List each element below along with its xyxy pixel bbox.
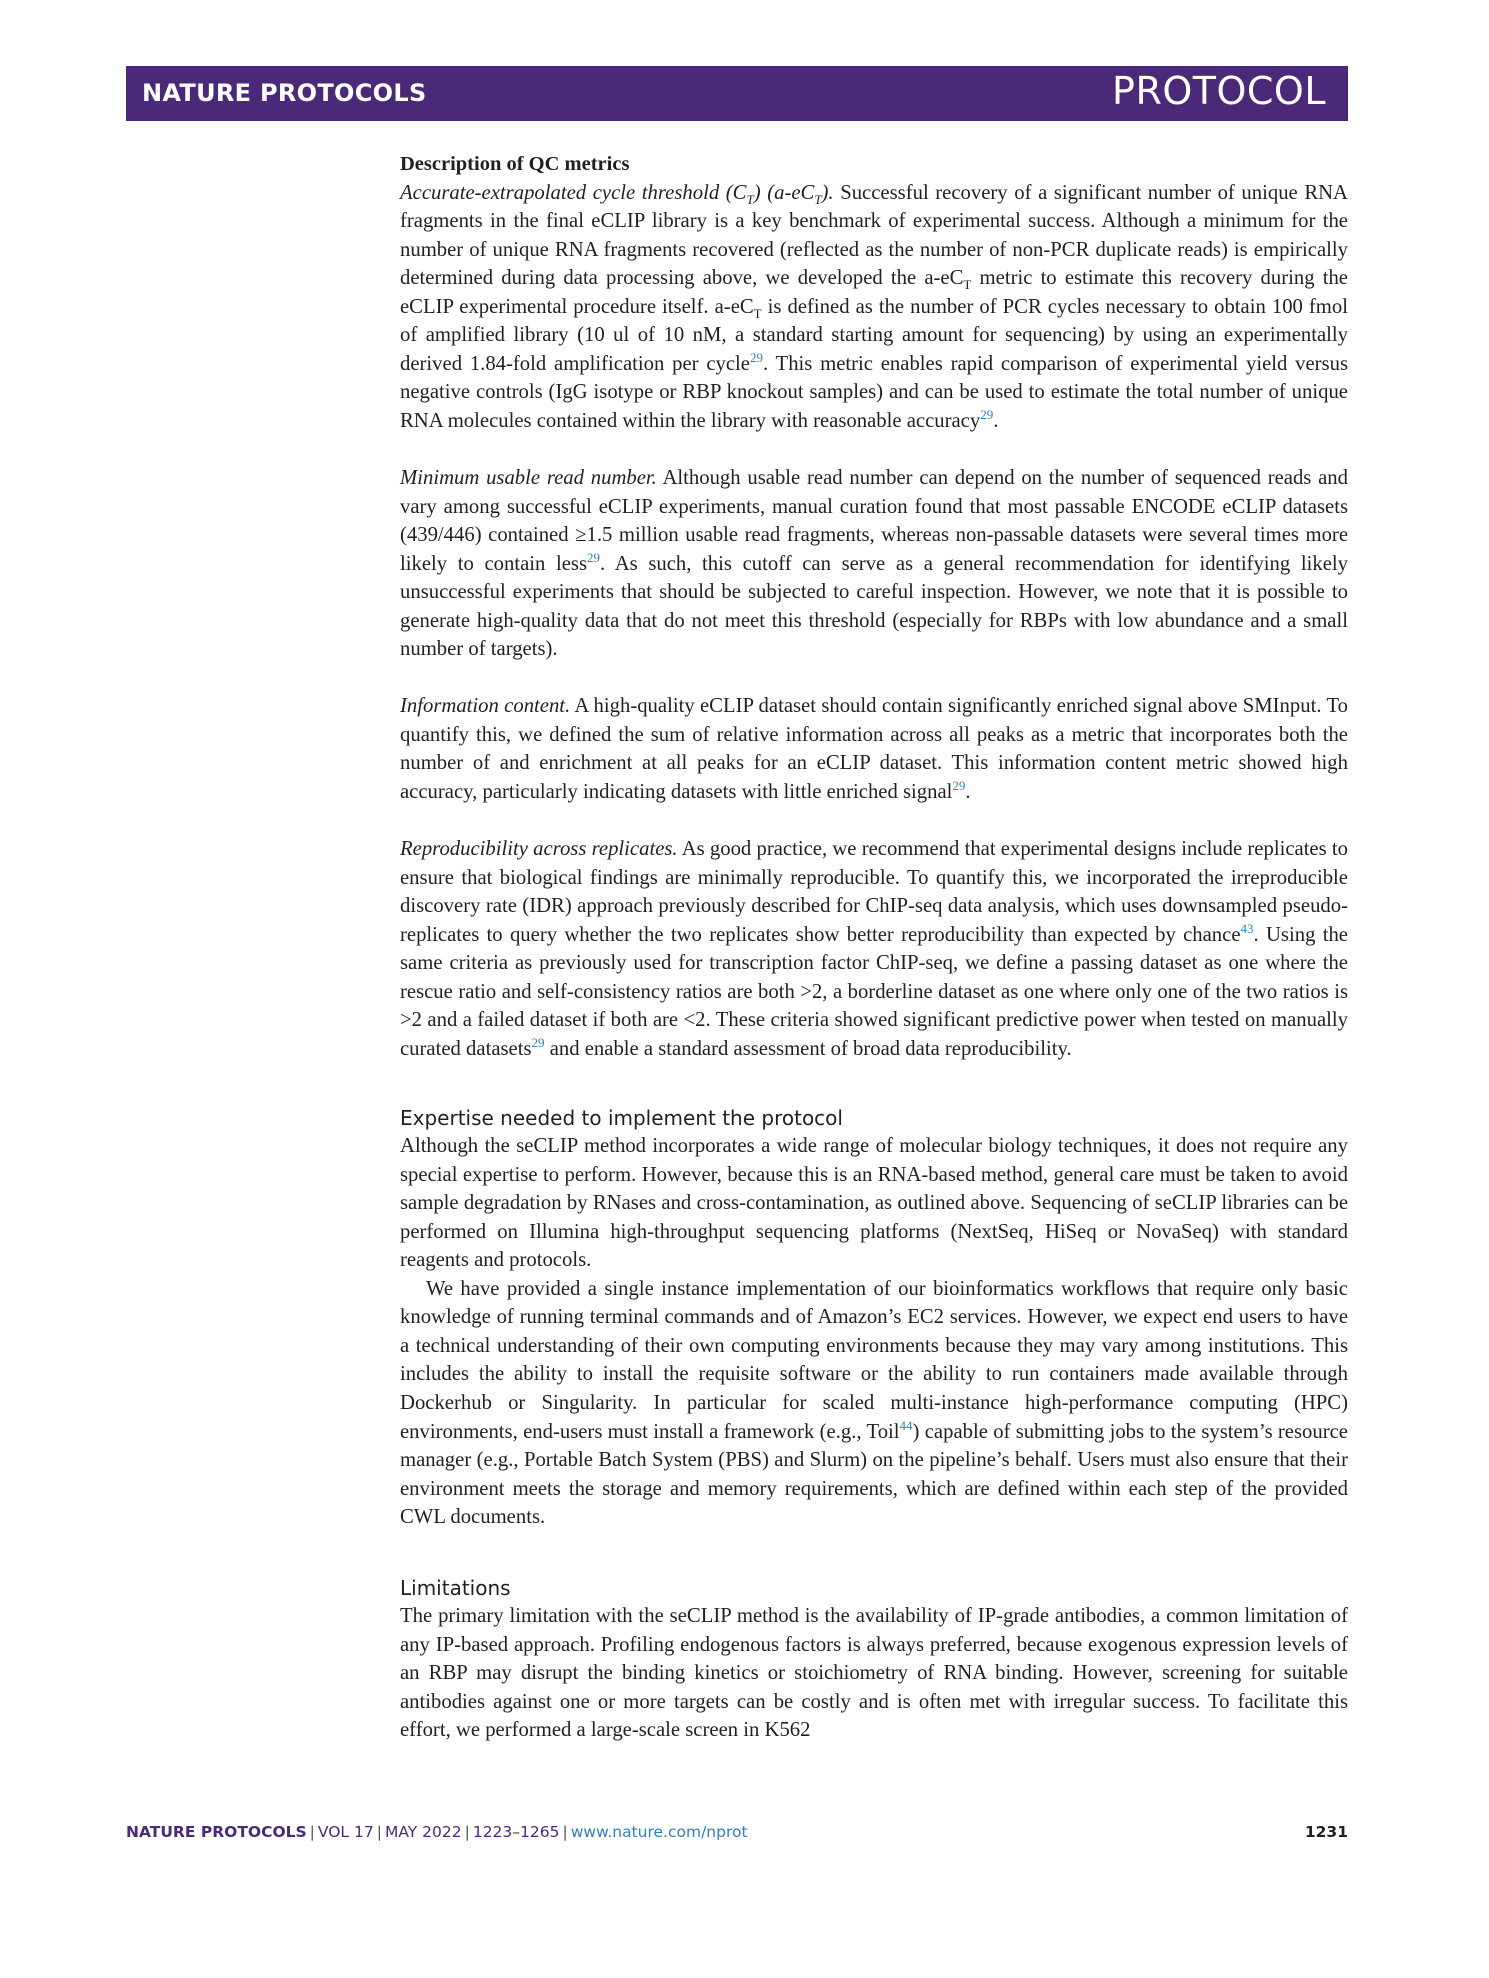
- aect-term: Accurate-extrapolated cycle threshold $(C_T)$ $(a-eC_T)$.: [400, 181, 834, 207]
- journal-header-bar: [126, 66, 1348, 121]
- qc-paragraph-usable-reads: Minimum usable read number. Although usable read number can depend on the number of sequenced reads and vary among successful eCLIP experiments, manual curation found that most passable ENCODE eCLIP datasets (439/446) contained ≥1.5 million usable read fragments, whereas non-passable datasets were several times more likely to contain less$^{29}$. As such, this cutoff can serve as a general recommendation for identifying likely unsuccessful experiments that should be subjected to careful inspection. However, we note that it is possible to generate high-quality data that do not meet this threshold (especially for RBPs with low abundance and a small number of targets).: [400, 467, 1348, 661]
- page-number: 1231: [1304, 1823, 1348, 1841]
- footer-journal: NATURE PROTOCOLS: [126, 1823, 307, 1841]
- qc-metrics-heading: Description of QC metrics: [400, 153, 630, 175]
- limitations-heading: Limitations: [400, 1575, 511, 1600]
- qc-paragraph-aect: Accurate-extrapolated cycle threshold $(C_T)$ $(a-eC_T)$. Successful recovery of a significant number of unique RNA fragments in the final eCLIP library is a key benchmark of experimental success. Although a minimum for the number of unique RNA fragments recovered (reflected as the number of non-PCR duplicate reads) is empirically determined during data processing above, we developed the $a-eC_T$ metric to estimate this recovery during the eCLIP experimental procedure itself. $a-eC_T$ is defined as the number of PCR cycles necessary to obtain 100 fmol of amplified library (10 ul of 10 nM, a standard starting amount for sequencing) by using an experimentally derived 1.84-fold amplification per cycle$^{29}$. This metric enables rapid comparison of experimental yield versus negative controls (IgG isotype or RBP knockout samples) and can be used to estimate the total number of unique RNA molecules contained within the library with reasonable accuracy$^{29}$.: [400, 181, 1349, 432]
- expertise-heading: Expertise needed to implement the protocol: [400, 1105, 843, 1130]
- footer-volume: VOL 17: [317, 1823, 374, 1841]
- qc-paragraph-information-content: Information content. A high-quality eCLIP dataset should contain significantly enriched signal above SMInput. To quantify this, we defined the sum of relative information across all peaks as a metric that incorporates both the number of and enrichment at all peaks for an eCLIP dataset. This information content metric showed high accuracy, particularly indicating datasets with little enriched signal$^{29}$.: [400, 695, 1348, 804]
- citation-link[interactable]: 29: [531, 1035, 545, 1051]
- qc-paragraph-reproducibility: Reproducibility across replicates. As good practice, we recommend that experimental designs include replicates to ensure that biological findings are minimally reproducible. To quantify this, we incorporated the irreproducible discovery rate (IDR) approach previously described for ChIP-seq data analysis, which uses downsampled pseudo-replicates to query whether the two replicates show better reproducibility than expected by chance$^{43}$. Using the same criteria as previously used for transcription factor ChIP-seq, we define a passing dataset as one where the rescue ratio and self-consistency ratios are both >2, a borderline dataset as one where only one of the two ratios is >2 and a failed dataset if both are <2. These criteria showed significant predictive power when tested on manually curated datasets$^{29}$ and enable a standard assessment of broad data reproducibility.: [400, 838, 1348, 1060]
- citation-link[interactable]: 29: [952, 778, 966, 794]
- citation-link[interactable]: 29: [587, 549, 601, 565]
- citation-link[interactable]: 44: [899, 1417, 913, 1433]
- footer-citation: NATURE PROTOCOLS | VOL 17 | MAY 2022 | 1223–1265 | www.nature.com/nprot: [126, 1823, 748, 1841]
- information-content-term: Information content.: [400, 695, 571, 718]
- citation-link[interactable]: 29: [980, 407, 994, 423]
- footer-pages: 1223–1265: [472, 1823, 560, 1841]
- page-footer: [126, 1823, 1348, 1847]
- expertise-paragraph-1: Although the seCLIP method incorporates a wide range of molecular biology techniques, it does not require any special expertise to perform. However, because this is an RNA-based method, general care must be taken to avoid sample degradation by RNases and cross-contamination, as outlined above. Sequencing of seCLIP libraries can be performed on Illumina high-throughput sequencing platforms (NextSeq, HiSeq or NovaSeq) with standard reagents and protocols.: [400, 1135, 1348, 1272]
- usable-reads-term: Minimum usable read number.: [400, 467, 657, 490]
- footer-date: MAY 2022: [384, 1823, 462, 1841]
- citation-link[interactable]: 43: [1240, 920, 1254, 936]
- citation-link[interactable]: 29: [749, 349, 763, 365]
- article-type: PROTOCOL: [1112, 69, 1326, 113]
- reproducibility-term: Reproducibility across replicates.: [400, 838, 678, 861]
- journal-name: NATURE PROTOCOLS: [142, 79, 427, 107]
- expertise-paragraph-2: We have provided a single instance implementation of our bioinformatics workflows that require only basic knowledge of running terminal commands and of Amazon’s EC2 services. However, we expect end users to have a technical understanding of their own computing environments because they may vary among institutions. This includes the ability to install the requisite software or the ability to run containers made available through Dockerhub or Singularity. In particular for scaled multi-instance high-performance computing (HPC) environments, end-users must install a framework (e.g., Toil$^{44}$) capable of submitting jobs to the system’s resource manager (e.g., Portable Batch System (PBS) and Slurm) on the pipeline’s behalf. Users must also ensure that their environment meets the storage and memory requirements, which are defined within each step of the provided CWL documents.: [400, 1277, 1348, 1529]
- article-body: [400, 150, 1348, 1745]
- limitations-paragraph: The primary limitation with the seCLIP method is the availability of IP-grade antibodies, a common limitation of any IP-based approach. Profiling endogenous factors is always preferred, because exogenous expression levels of an RBP may disrupt the binding kinetics or stoichiometry of RNA binding. However, screening for suitable antibodies against one or more targets can be costly and is often met with irregular success. To facilitate this effort, we performed a large-scale screen in K562: [400, 1605, 1348, 1742]
- footer-url-link[interactable]: www.nature.com/nprot: [570, 1823, 748, 1841]
